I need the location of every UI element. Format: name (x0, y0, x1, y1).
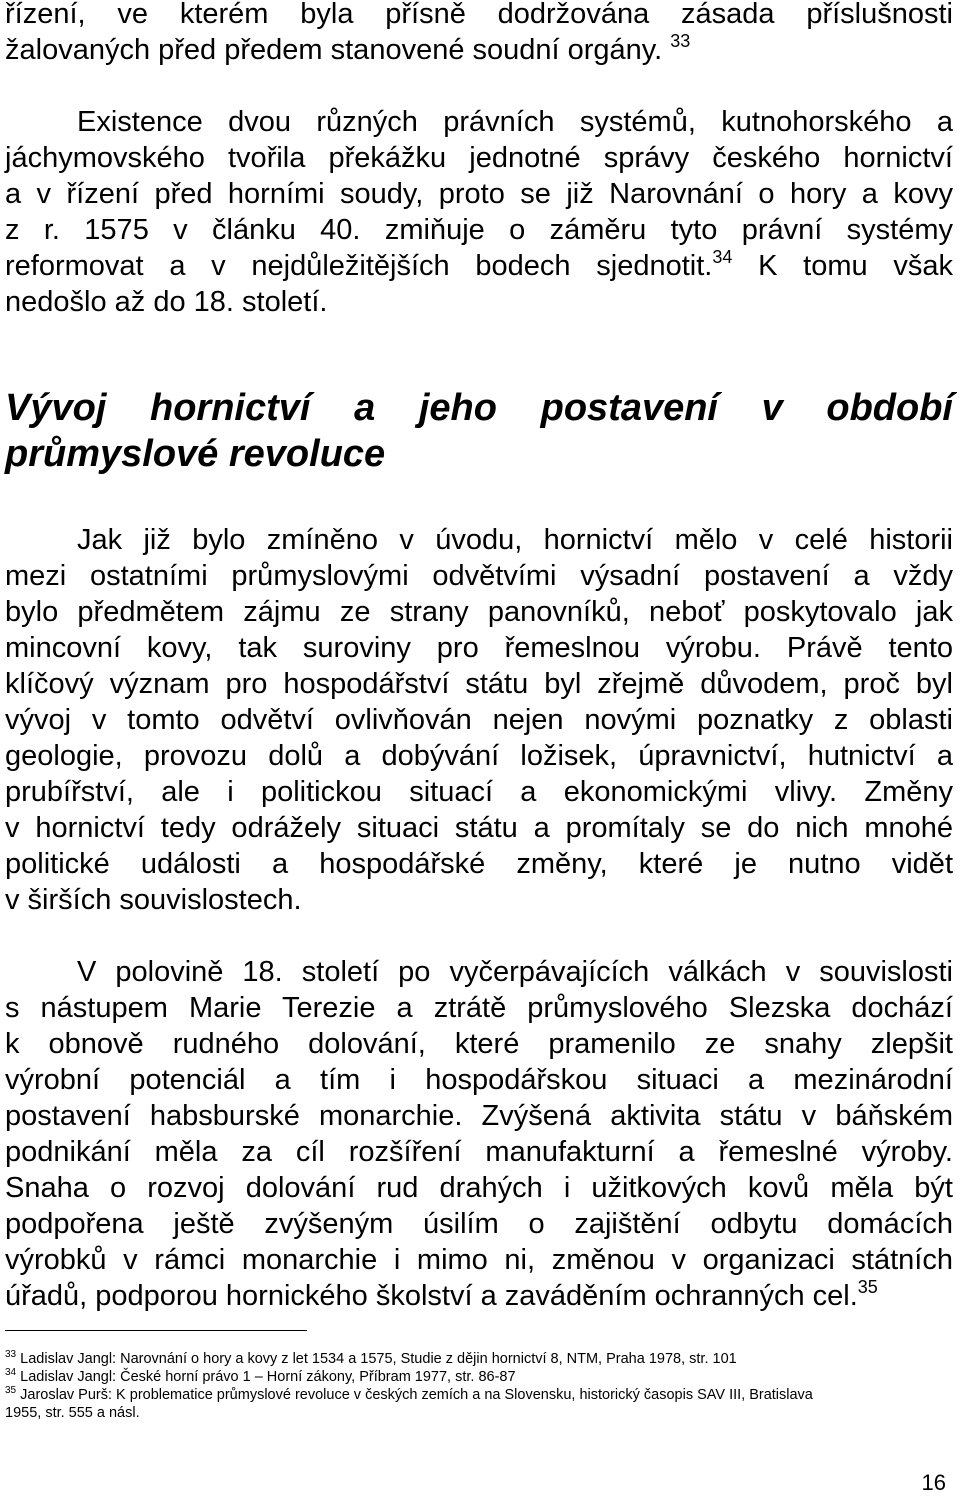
footnote: $^{35}$ Jaroslav Purš: K problematice průmyslové revoluce v českých zemích a na Slovensku, historický časopis SAV III, Bratislava (5, 1385, 813, 1403)
text-line: politické události a hospodářské změny, které je nutno vidět (5, 848, 953, 880)
section-heading: průmyslové revoluce (5, 433, 386, 475)
text-line: k obnově rudného dolování, které pramenilo ze snahy zlepšit (5, 1028, 953, 1060)
text-line: úřadů, podporou hornického školství a zaváděním ochranných cel.$^{35}$ (5, 1277, 878, 1312)
text-line: jáchymovského tvořila překážku jednotné správy českého hornictví (5, 142, 953, 174)
text-line: Existence dvou různých právních systémů, kutnohorského a (77, 106, 953, 138)
text-line: řízení, ve kterém byla přísně dodržována zásada příslušnosti (5, 0, 953, 30)
text-line: Jak již bylo zmíněno v úvodu, hornictví mělo v celé historii (77, 524, 953, 556)
text-line: mincovní kovy, tak suroviny pro řemeslnou výrobu. Právě tento (5, 632, 953, 664)
text-line: žalovaných před předem stanovené soudní orgány. $^{33}$ (5, 31, 691, 66)
section-heading: Vývoj hornictví a jeho postavení v období (5, 387, 953, 429)
text-line: podnikání měla za cíl rozšíření manufakturní a řemeslné výroby. (5, 1136, 953, 1168)
footnote-continuation: 1955, str. 555 a násl. (5, 1405, 140, 1421)
text-line: reformovat a v nejdůležitějších bodech sjednotit.$^{34}$ K tomu však (5, 247, 953, 282)
text-line: postavení habsburské monarchie. Zvýšená aktivita státu v báňském (5, 1100, 953, 1132)
footnote: $^{34}$ Ladislav Jangl: České horní právo 1 – Horní zákony, Příbram 1977, str. 86-87 (5, 1367, 516, 1385)
text-line: V polovině 18. století po vyčerpávajících válkách v souvislosti (77, 956, 953, 988)
page-number: 16 (921, 1470, 946, 1495)
text-line: geologie, provozu dolů a dobývání ložisek, úpravnictví, hutnictví a (5, 740, 953, 772)
text-line: klíčový význam pro hospodářství státu byl zřejmě důvodem, proč byl (5, 668, 953, 700)
text-line: Snaha o rozvoj dolování rud drahých i užitkových kovů měla být (5, 1172, 953, 1204)
text-line: v hornictví tedy odrážely situaci státu a promítaly se do nich mnohé (5, 812, 953, 844)
footnote-ref[interactable]: 34 (712, 247, 733, 267)
text-line: podpořena ještě zvýšeným úsilím o zajištění odbytu domácích (5, 1208, 953, 1240)
text-line: výrobků v rámci monarchie i mimo ni, změnou v organizaci státních (5, 1244, 953, 1276)
text-line: prubířství, ale i politickou situací a ekonomickými vlivy. Změny (5, 776, 953, 808)
text-line: z r. 1575 v článku 40. zmiňuje o záměru tyto právní systémy (5, 214, 953, 246)
footnote-ref[interactable]: 33 (670, 31, 691, 51)
footnote-ref[interactable]: 35 (857, 1277, 878, 1297)
text-line: s nástupem Marie Terezie a ztrátě průmyslového Slezska dochází (5, 992, 953, 1024)
text-line: bylo předmětem zájmu ze strany panovníků, neboť poskytovalo jak (5, 596, 953, 628)
text-line: a v řízení před horními soudy, proto se již Narovnání o hory a kovy (5, 178, 953, 210)
text-line: mezi ostatními průmyslovými odvětvími výsadní postavení a vždy (5, 560, 953, 592)
text-line: nedošlo až do 18. století. (5, 286, 328, 318)
footnote: $^{33}$ Ladislav Jangl: Narovnání o hory a kovy z let 1534 a 1575, Studie z dějin hornictví 8, NTM, Praha 1978, str. 101 (5, 1349, 737, 1367)
text-line: výrobní potenciál a tím i hospodářskou situaci a mezinárodní (5, 1064, 953, 1096)
text-line: vývoj v tomto odvětví ovlivňován nejen novými poznatky z oblasti (5, 704, 953, 736)
text-line: v širších souvislostech. (5, 884, 302, 916)
document-page (5, 0, 953, 1502)
footnote-separator (5, 1330, 307, 1331)
